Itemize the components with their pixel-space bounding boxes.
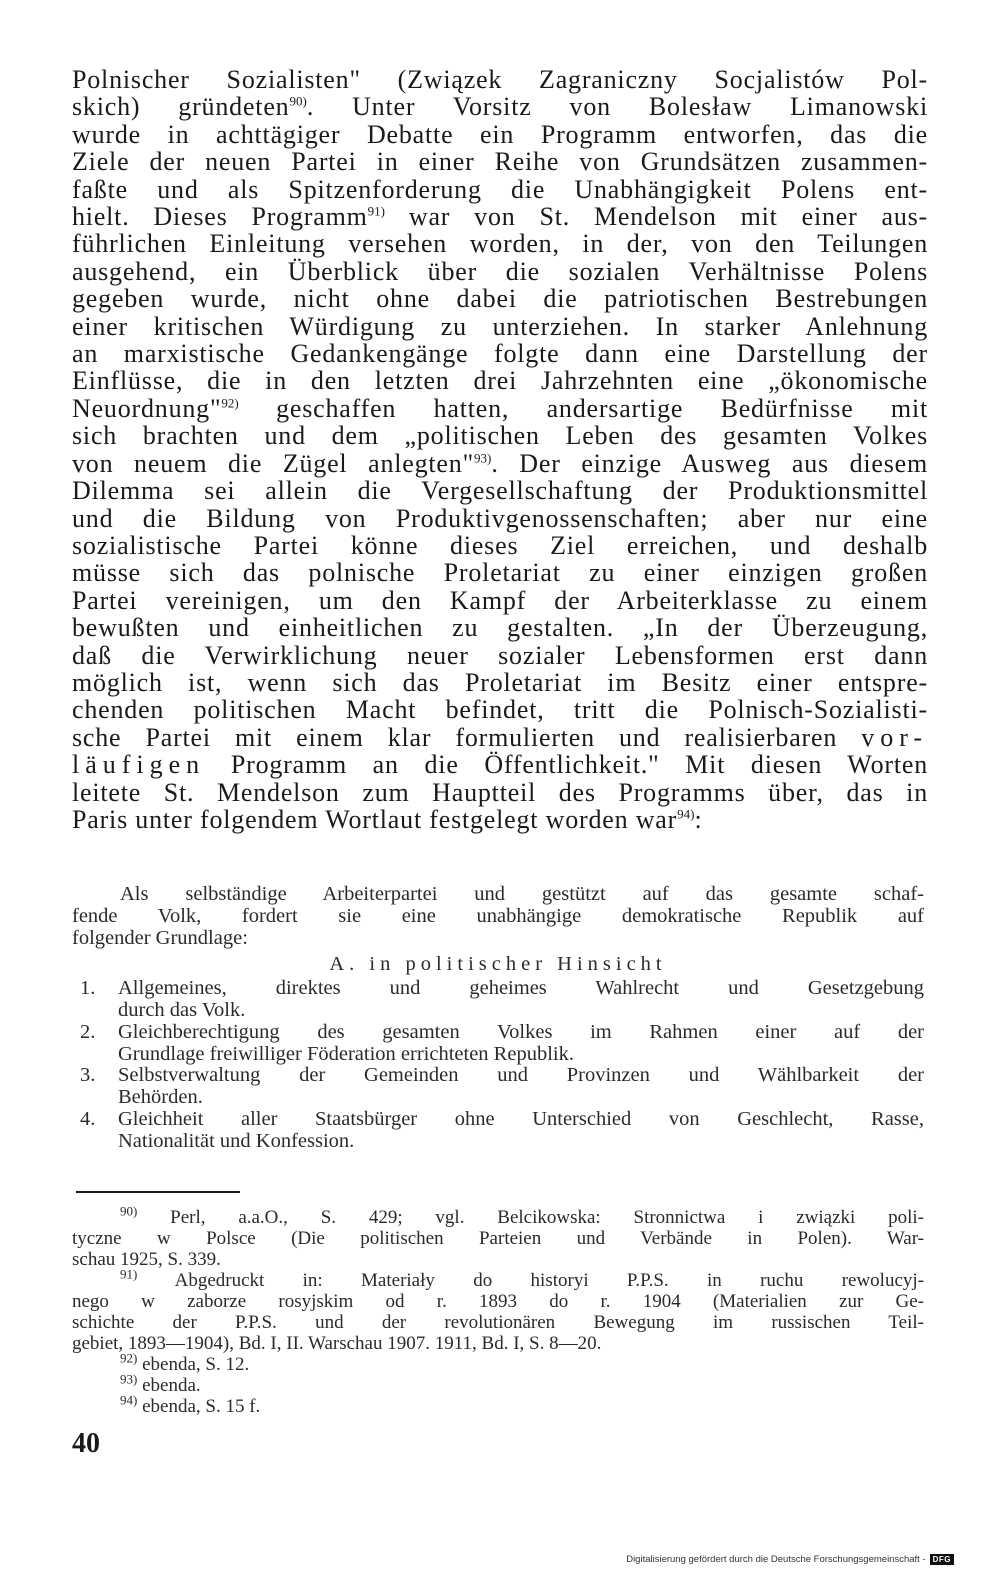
text-line [72,450,928,477]
text-run: sozialistische Partei könne dieses Ziel erreichen, und deshalb [72,530,928,560]
footnote-text: ebenda. [137,1375,201,1396]
footnote-text: gebiet, 1893—1904), Bd. I, II. Warschau 1907. 1911, Bd. I, S. 8—20. [72,1333,602,1354]
text-run: faßte und als Spitzenforderung die Unabhängigkeit Polens ent- [72,174,928,204]
footnote [72,1371,924,1396]
text-run: Ziele der neuen Partei in einer Reihe von Grundsätzen zusammen- [72,147,928,177]
text-run: chenden politischen Macht befindet, tritt die Polnisch-Sozialisti- [72,695,928,725]
text-run: führlichen Einleitung versehen worden, in der, von den Teilungen [72,229,928,259]
footnote [72,1266,924,1354]
footnote [72,1392,924,1417]
text-line [72,340,928,367]
footnote-mark: 90) [120,1203,138,1219]
program-item [72,978,924,1022]
text-run: wurde in achttägiger Debatte ein Programm entworfen, das die [72,119,928,149]
text-run: daß die Verwirklichung neuer sozialer Lebensformen erst dann [72,640,928,670]
dfg-logo: DFG [930,1554,954,1565]
text-line [72,422,928,449]
text-run: Partei vereinigen, um den Kampf der Arbeiterklasse zu einem [72,585,928,615]
text-run: Einflüsse, die in den letzten drei Jahrzehnten eine „ökonomische [72,366,928,396]
emphasized-text: vor- [861,722,928,752]
quote-line: fende Volk, fordert sie eine unabhängige demokratische Republik auf [72,904,924,927]
credit-text: Digitalisierung gefördert durch die Deutsche Forschungsgemeinschaft - [626,1554,926,1565]
text-line [72,477,928,504]
footnote [72,1203,924,1270]
program-item [72,1065,924,1109]
text-run: skich) gründeten [72,92,290,122]
text-run: bewußten und einheitlichen zu gestalten. „In der Überzeugung, [72,613,928,643]
footnote-mark: 91) [120,1266,138,1282]
text-run: einer kritischen Würdigung zu unterziehen. In starker Anlehnung [72,311,928,341]
text-run: gegeben wurde, nicht ohne dabei die patriotischen Bestrebungen [72,284,928,314]
text-line [72,669,928,696]
text-line [72,614,928,641]
text-line [72,505,928,532]
text-line [72,367,928,394]
main-text-block [72,66,928,833]
footnote-text: tyczne w Polsce (Die politischen Parteien und Verbände in Polen). War- [72,1228,924,1249]
text-run: ausgehend, ein Überblick über die sozialen Verhältnisse Polens [72,256,928,286]
text-line [72,587,928,614]
footnote-line [72,1371,924,1396]
text-line [72,559,928,586]
footnote-line [72,1392,924,1417]
footnote-text: Perl, a.a.O., S. 429; vgl. Belcikowska: Stronnictwa i związki poli- [137,1207,924,1228]
text-line [72,230,928,257]
item-line: Selbstverwaltung der Gemeinden und Provinzen und Wählbarkeit der [118,1064,924,1087]
text-run: Paris unter folgendem Wortlaut festgelegt worden war [72,804,678,834]
footnote-mark: 94) [120,1392,138,1408]
footnote-line [72,1266,924,1291]
text-run: Neuordnung" [72,393,222,423]
item-text [118,1109,924,1153]
section-heading: A. in politischer Hinsicht [329,953,667,976]
text-run: . Der einzige Ausweg aus diesem [491,448,929,478]
text-run: Dilemma sei allein die Vergesellschaftung der Produktionsmittel [72,476,928,506]
text-run: sich brachten und dem „politischen Leben des gesamten Volkes [72,421,928,451]
text-run: hielt. Dieses Programm [72,202,368,232]
footnote-line [72,1312,924,1333]
footnote-mark: 93) [120,1371,138,1387]
text-line [72,203,928,230]
text-line [72,121,928,148]
item-number: 3. [80,1064,96,1087]
text-line [72,696,928,723]
program-item [72,1109,924,1153]
footnote-mark: 92) [120,1350,138,1366]
footnote-text: schau 1925, S. 339. [72,1249,221,1270]
program-quote [72,884,924,1153]
item-number: 2. [80,1020,96,1043]
footnote-ref: 91) [367,203,385,219]
body-paragraph [72,66,928,833]
page-number: 40 [72,1428,100,1459]
footnote-line [72,1350,924,1375]
text-line [72,724,928,751]
footnote-text: ebenda, S. 15 f. [137,1396,261,1417]
program-item [72,1022,924,1066]
text-run: geschaffen hatten, andersartige Bedürfnisse mit [238,393,928,423]
text-line [72,806,928,833]
item-line: Allgemeines, direktes und geheimes Wahlrecht und Gesetzgebung [118,977,924,1000]
text-line [72,532,928,559]
footnote-text: nego w zaborze rosyjskim od r. 1893 do r. 1904 (Materialien zur Ge- [72,1291,924,1312]
item-line: durch das Volk. [118,998,246,1021]
item-line: Nationalität und Konfession. [118,1129,355,1152]
text-run: Polnischer Sozialisten" (Związek Zagraniczny Socjalistów Pol- [72,65,928,94]
text-run: und die Bildung von Produktivgenossenschaften; aber nur eine [72,503,928,533]
footnote-line [72,1249,924,1270]
footnote-ref: 93) [474,450,492,466]
emphasized-text: läufigen [72,750,206,780]
quote-line: folgender Grundlage: [72,926,248,949]
item-line: Behörden. [118,1086,203,1109]
text-run: leitete St. Mendelson zum Hauptteil des Programms über, das in [72,777,928,807]
footnote-divider [76,1191,240,1193]
text-line [72,285,928,312]
text-run: von neuem die Zügel anlegten" [72,448,474,478]
digitization-credit [626,1554,954,1565]
text-run: möglich ist, wenn sich das Proletariat im Besitz einer entspre- [72,667,928,697]
text-line [72,66,928,93]
text-run: sche Partei mit einem klar formulierten und realisierbaren [72,722,862,752]
text-line [72,258,928,285]
item-line: Gleichberechtigung des gesamten Volkes im Rahmen einer auf der [118,1020,924,1043]
footnote-text: Abgedruckt in: Materiały do historyi P.P.S. in ruchu rewolucyj- [137,1270,924,1291]
footnote-text: schichte der P.P.S. und der revolutionären Bewegung im russischen Teil- [72,1312,924,1333]
footnotes [72,1203,924,1417]
text-line [72,779,928,806]
item-text [118,1065,924,1109]
item-line: Grundlage freiwilliger Föderation errichteten Republik. [118,1042,574,1065]
text-run: Programm an die Öffentlichkeit." Mit diesen Worten [205,750,928,780]
footnote-line [72,1291,924,1312]
program-list [72,978,924,1152]
footnote-line [72,1203,924,1228]
text-line [72,642,928,669]
text-line [72,395,928,422]
quote-intro [72,884,924,949]
text-line [72,148,928,175]
text-line [72,751,928,778]
text-run: müsse sich das polnische Proletariat zu einer einzigen großen [72,558,928,588]
footnote [72,1350,924,1375]
text-line [72,93,928,120]
quote-line: Als selbständige Arbeiterpartei und gestützt auf das gesamte schaf- [120,883,924,905]
item-number: 1. [80,977,96,1000]
footnote-ref: 94) [677,806,695,822]
footnote-line [72,1333,924,1354]
text-run: an marxistische Gedankengänge folgte dann eine Darstellung der [72,339,928,369]
text-run: . Unter Vorsitz von Bolesław Limanowski [306,92,928,122]
text-line [72,313,928,340]
footnote-text: ebenda, S. 12. [137,1354,250,1375]
item-line: Gleichheit aller Staatsbürger ohne Unterschied von Geschlecht, Rasse, [118,1107,924,1130]
footnote-ref: 90) [289,93,307,109]
item-text [118,978,924,1022]
footnote-line [72,1228,924,1249]
item-number: 4. [80,1107,96,1130]
text-line [72,176,928,203]
text-run: : [694,804,703,834]
item-text [118,1022,924,1066]
text-run: war von St. Mendelson mit einer aus- [384,202,928,232]
footnote-ref: 92) [221,395,239,411]
